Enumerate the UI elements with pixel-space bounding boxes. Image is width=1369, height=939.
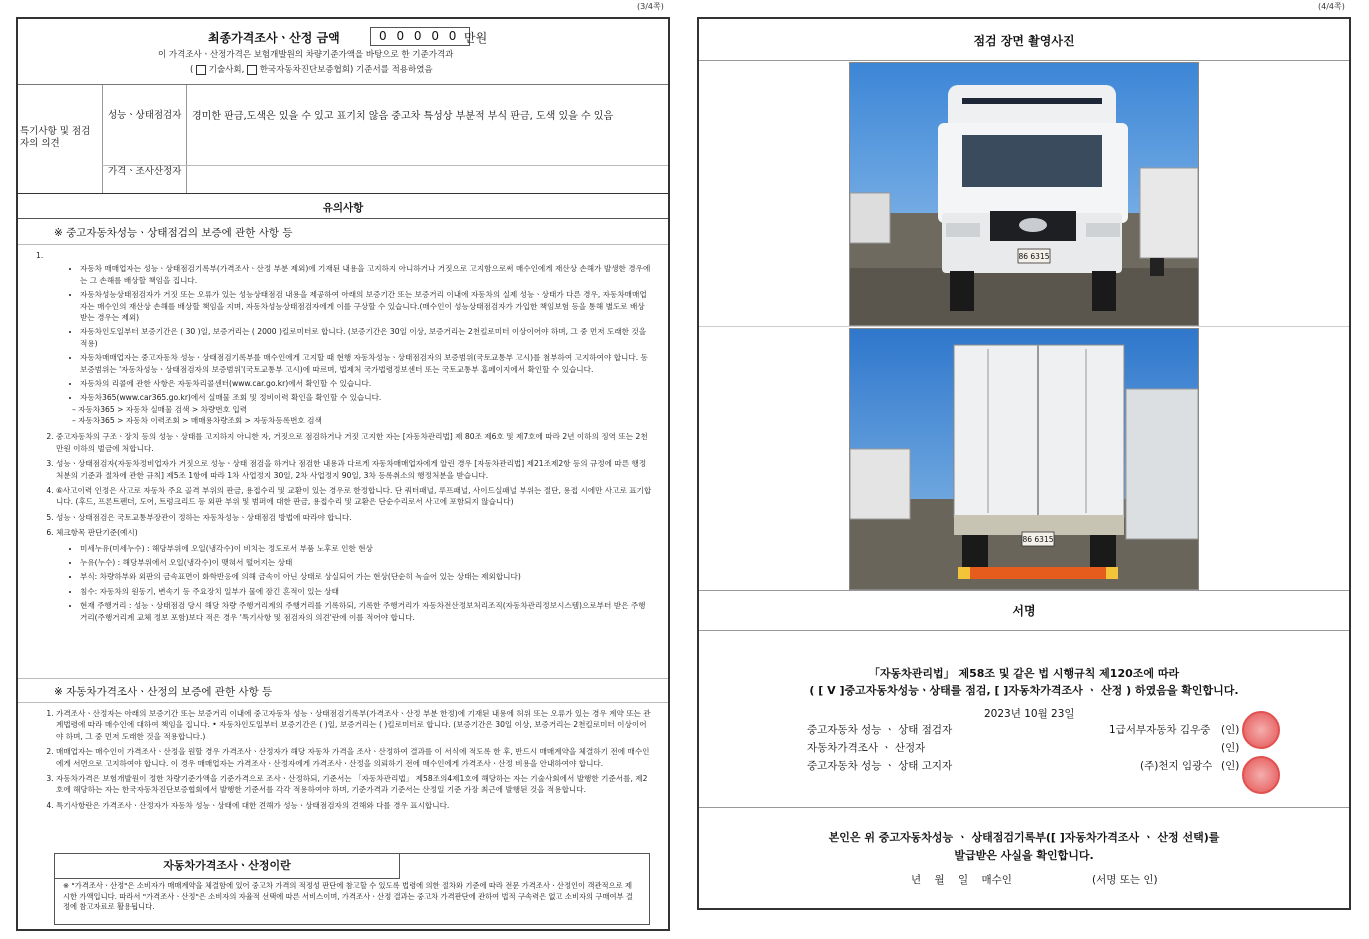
list-item: • 현재 주행거리 : 성능ㆍ상태점검 당시 해당 차량 주행거리계의 주행거리를 기록하되, 기록한 주행거리가 자동차전산정보처리조직(자동차관리정보시스템)으로부터 받은 주행거리(주행거리계 교체 정보 포함)보다 적은 경우 '특기사항 및 점검자의 의견'란에 이를 적어야 합니다. — [80, 600, 652, 623]
opinion-label: 특기사항 및 점검자의 의견 — [20, 126, 91, 150]
section-warranty-price: ※ 자동차가격조사ㆍ산정의 보증에 관한 사항 등 — [54, 686, 273, 698]
buyer-confirm-2: 발급받은 사실을 확인합니다. — [954, 849, 1094, 862]
final-price-note: 이 가격조사ㆍ산정가격은 보험개발원의 차량기준가액을 바탕으로 한 기준가격과 — [158, 50, 454, 60]
divider — [18, 678, 668, 679]
legal-basis: 「자동차관리법」 제58조 및 같은 법 시행규칙 제120조에 따라 — [868, 667, 1180, 680]
list-item: 2. 중고자동차의 구조ㆍ장치 등의 성능ㆍ상태를 고지하지 아니한 자, 거짓으로 점검하거나 거짓 고지한 자는 [자동차관리법] 제 80조 제6호 및 제7호에 따라 2년 이하의 징역 또는 2천만원 이하의 벌금에 처합니다. — [56, 431, 652, 454]
list-item: 3. 자동차가격은 보험개발원이 정한 차량기준가액을 기준가격으로 조사ㆍ산정하되, 기준서는 「자동차관리법」 제58조의4제1호에 해당하는 자는 기술사회에서 발행한 기준서를, 제2호에 해당하는 자는 한국자동차진단보증협회에서 발행한 기준서를 각각 적용하여야 하며, 기준가격과 기준서는 산정일 기준 가장 최근에 발행된 것을 적용합니다. — [56, 773, 652, 796]
page-number: (4/4쪽) — [1318, 2, 1345, 11]
list-item: • 부식: 차량하부와 외판의 금속표면이 화학반응에 의해 금속이 아닌 상태로 상실되어 가는 현상(단순히 녹슬어 있는 상태는 제외합니다) — [80, 571, 652, 582]
rear-plate-text: 86 6315 — [1022, 535, 1054, 544]
list-item: 3. 성능ㆍ상태점검자(자동차정비업자가 거짓으로 성능ㆍ상태 점검을 하거나 점검한 내용과 다르게 자동차매매업자에게 알린 경우 [자동차관리법] 제21조제2항 등의 규정에 따른 행정처분의 기준과 절차에 관한 규칙] 제5조 1항에 따라 1차 사업정지 30일, 2차 사업정지 90일, 3차 등록취소의 행정처분을 받습니다. — [56, 458, 652, 481]
section-warranty-check: ※ 중고자동차성능ㆍ상태점검의 보증에 관한 사항 등 — [54, 227, 293, 239]
appraisal-info-text: ※ "가격조사ㆍ산정"은 소비자가 매매계약을 체결함에 있어 중고차 가격의 적정성 판단에 참고할 수 있도록 법령에 의한 절차와 기준에 따라 전문 가격조사ㆍ산정인이 객관적으로 제시한 가액입니다. 따라서 "가격조사ㆍ산정"은 소비자의 자율적 선택에 따른 서비스이며, 가격조사ㆍ산정 결과는 중고차 가격판단에 관하여 법적 구속력은 없고 소비자의 구매여부 결정에 참고자료로 활용됩니다. — [63, 881, 633, 912]
item-1-num: 1. — [36, 251, 44, 260]
list-item: 6. 체크항목 판단기준(예시) — [56, 527, 652, 538]
list-item: • 누유(누수) : 해당부위에서 오일(냉각수)이 맺혀서 떨어지는 상태 — [80, 557, 652, 568]
final-price-title: 최종가격조사ㆍ산정 금액 — [208, 31, 340, 45]
signer-name: (주)천지 임광수 — [1140, 760, 1213, 772]
buyer-date-fields: 년 월 일 매수인 — [911, 874, 1012, 886]
list-item: • 자동차매매업자는 중고자동차 성능ㆍ상태점검기록부를 매수인에게 고지할 때 현행 자동차성능ㆍ상태점검자의 보증범위(국토교통부 고시)를 첨부하여 고지하여야 합니다. 동 보증범위는 '자동차성능ㆍ상태점검자의 보증범위'(국토교통부 고시)에 따르며, 법제처 국가법령정보센터 또는 국토교통부 홈페이지에서 확인할 수 있습니다. — [80, 352, 652, 375]
divider — [699, 60, 1349, 61]
list-item: • 자동차 매매업자는 성능ㆍ상태점검기록부(가격조사ㆍ산정 부분 제외)에 기재된 내용을 고지하지 아니하거나 거짓으로 고지함으로써 매수인에게 재산상 손해가 발생한 경우에는 그 손해를 배상할 책임을 집니다. — [80, 263, 652, 286]
seal-mark: (인) — [1221, 742, 1240, 754]
signer-name: 1급서부자동차 김우중 — [1109, 724, 1211, 736]
buyer-confirm: 본인은 위 중고자동차성능 ㆍ 상태점검기록부([ ]자동차가격조사 ㆍ 산정 선택)를 — [828, 831, 1220, 844]
divider — [699, 807, 1349, 808]
list-item: 1. 가격조사ㆍ산정자는 아래의 보증기간 또는 보증거리 이내에 중고자동차 성능ㆍ상태점검기록부(가격조사ㆍ산정 부분 한정)에 기재된 내용에 허위 또는 오류가 있는 경우 계약 또는 관계법령에 따라 매수인에 대하여 책임을 집니다. • 자동차인도일부터 보증기간은 ( )일, 보증거리는 ( )킬로미터로 합니다. (보증기간은 30일 이상, 보증거리는 2천킬로미터 이상이어야 하며, 그 중 먼저 도래한 것을 적용합니다.) — [56, 708, 652, 742]
sec2-items — [36, 708, 652, 811]
checker-label: 성능ㆍ상태점검자 — [108, 110, 182, 121]
appraisal-info-box — [54, 853, 650, 925]
divider — [18, 84, 668, 85]
appraisal-info-title: 자동차가격조사ㆍ산정이란 — [55, 854, 400, 879]
seal-stamp — [1242, 756, 1280, 794]
list-item: • 미세누유(미세누수) : 해당부위에 오일(냉각수)이 비치는 정도로서 부품 노후로 인한 현상 — [80, 543, 652, 554]
final-price-unit: 만원 — [464, 31, 488, 45]
list-item: • 자동차365(www.car365.go.kr)에서 실매물 조회 및 정비이력 확인을 확인할 수 있습니다. — [80, 392, 652, 403]
checker-opinion: 경미한 판금,도색은 있을 수 있고 표기치 않음 중고차 특성상 부분적 부식 판금, 도색 있을 수 있음 — [192, 111, 614, 122]
list-item: • 자동차의 리콜에 관한 사항은 자동차리콜센터(www.car.go.kr)에서 확인할 수 있습니다. — [80, 378, 652, 389]
seal-mark: (인) — [1221, 724, 1240, 736]
divider — [18, 193, 668, 194]
item-1-dash — [66, 404, 652, 427]
check-confirm: ( [ V ]중고자동차성능ㆍ상태를 점검, [ ]자동차가격조사 ㆍ 산정 ) 하였음을 확인합니다. — [809, 684, 1239, 697]
divider — [186, 85, 187, 193]
signer-role: 중고자동차 성능 ㆍ 상태 고지자 — [807, 760, 953, 772]
list-item: 4. ⑥사고이력 인정은 사고로 자동차 주요 골격 부위의 판금, 용접수리 및 교환이 있는 경우로 한정합니다. 단 쿼터패널, 루프패널, 사이드실패널 부위는 절단, 용접 시에만 사고로 표기합니다. (후드, 프론트펜더, 도어, 트렁크리드 등 외판 부위 및 범퍼에 대한 판금, 용접수리 및 교환은 단순수리로서 사고에 포함되지 않습니다) — [56, 485, 652, 508]
divider — [102, 85, 103, 193]
signature-title: 서명 — [1012, 604, 1036, 618]
list-item: 4. 특기사항란은 가격조사ㆍ산정자가 자동차 성능ㆍ상태에 대한 견해가 성능ㆍ상태점검자의 견해와 다를 경우 표시합니다. — [56, 800, 652, 811]
final-price-standard — [190, 64, 433, 77]
list-item: – 자동차365 > 자동차 실매물 검색 > 차량번호 입력 — [72, 404, 248, 414]
checkbox-kadwa[interactable] — [247, 65, 257, 75]
signer-role: 중고자동차 성능 ㆍ 상태 점검자 — [807, 724, 953, 736]
divider — [699, 590, 1349, 591]
item-1-bullets — [66, 263, 652, 403]
front-photo — [849, 62, 1199, 326]
notice-body — [36, 250, 652, 626]
appraiser-label: 가격ㆍ조사산정자 — [108, 166, 182, 177]
item-6-bullets — [66, 543, 652, 623]
list-item: – 자동차365 > 자동차 이력조회 > 매매용차량조회 > 자동차등록번호 검색 — [72, 416, 322, 426]
checkbox-tech-society[interactable] — [196, 65, 206, 75]
divider — [102, 165, 668, 166]
notice-title: 유의사항 — [322, 202, 364, 214]
final-price-box — [370, 27, 470, 46]
seal-stamp — [1242, 711, 1280, 749]
divider — [18, 218, 668, 219]
left-page — [16, 17, 670, 931]
list-item: • 자동차인도일부터 보증기간은 ( 30 )일, 보증거리는 ( 2000 )킬로미터로 합니다. (보증기간은 30일 이상, 보증거리는 2천킬로미터 이상이어야 하며, 그 중 먼저 도래한 것을 적용) — [80, 326, 652, 349]
seal-mark: (인) — [1221, 760, 1240, 772]
items-2-6 — [36, 431, 652, 538]
right-page — [697, 17, 1351, 910]
front-plate-text: 86 6315 — [1018, 252, 1050, 261]
divider — [699, 326, 1349, 327]
page-number: (3/4쪽) — [637, 2, 664, 11]
final-price-amount: 0 0 0 0 0 — [379, 29, 460, 43]
divider — [18, 702, 668, 703]
paren-open: ( — [190, 65, 194, 75]
list-item: 5. 성능ㆍ상태점검은 국토교통부장관이 정하는 자동차성능ㆍ상태점검 방법에 따라야 합니다. — [56, 512, 652, 523]
buyer-sign-field[interactable]: (서명 또는 인) — [1092, 874, 1158, 886]
list-item: 2. 매매업자는 매수인이 가격조사ㆍ산정을 원할 경우 가격조사ㆍ산정자가 해당 자동차 가격을 조사ㆍ산정하여 결과를 이 서식에 적도록 한 후, 반드시 매매계약을 체결하기 전에 매수인에게 서면으로 고지하여야 합니다. 이 경우 매매업자는 가격조사ㆍ산정자에게 가격조사ㆍ산정을 의뢰하기 전에 매수인에게 가격조사ㆍ산정 비용을 안내하여야 합니다. — [56, 746, 652, 769]
signer-role: 자동차가격조사 ㆍ 산정자 — [807, 742, 926, 754]
option-tech-society: 기술사회, — [208, 65, 245, 75]
list-item: • 침수: 자동차의 원동기, 변속기 등 주요장치 일부가 물에 잠긴 흔적이 있는 상태 — [80, 586, 652, 597]
list-item: • 자동차성능상태점검자가 거짓 또는 오류가 있는 성능상태점검 내용을 제공하여 아래의 보증기간 또는 보증거리 이내에 자동차의 실제 성능ㆍ상태가 다른 경우, 자동차매매업자는 매수인의 재산상 손해를 배상할 책임을 지며, 자동차성능상태점검자에게 이를 구상할 수 있습니다.(매수인이 성능상태점검자가 가입한 책임보험 등을 통해 별도로 배상받는 경우는 제외) — [80, 289, 652, 323]
photos-title: 점검 장면 촬영사진 — [973, 34, 1075, 48]
divider — [18, 244, 668, 245]
option-kadwa: 한국자동차진단보증협회) 기준서를 적용하였음 — [259, 65, 433, 75]
rear-photo — [849, 328, 1199, 590]
divider — [699, 630, 1349, 631]
sign-date: 2023년 10월 23일 — [984, 708, 1075, 720]
notice-body-2 — [36, 708, 652, 815]
